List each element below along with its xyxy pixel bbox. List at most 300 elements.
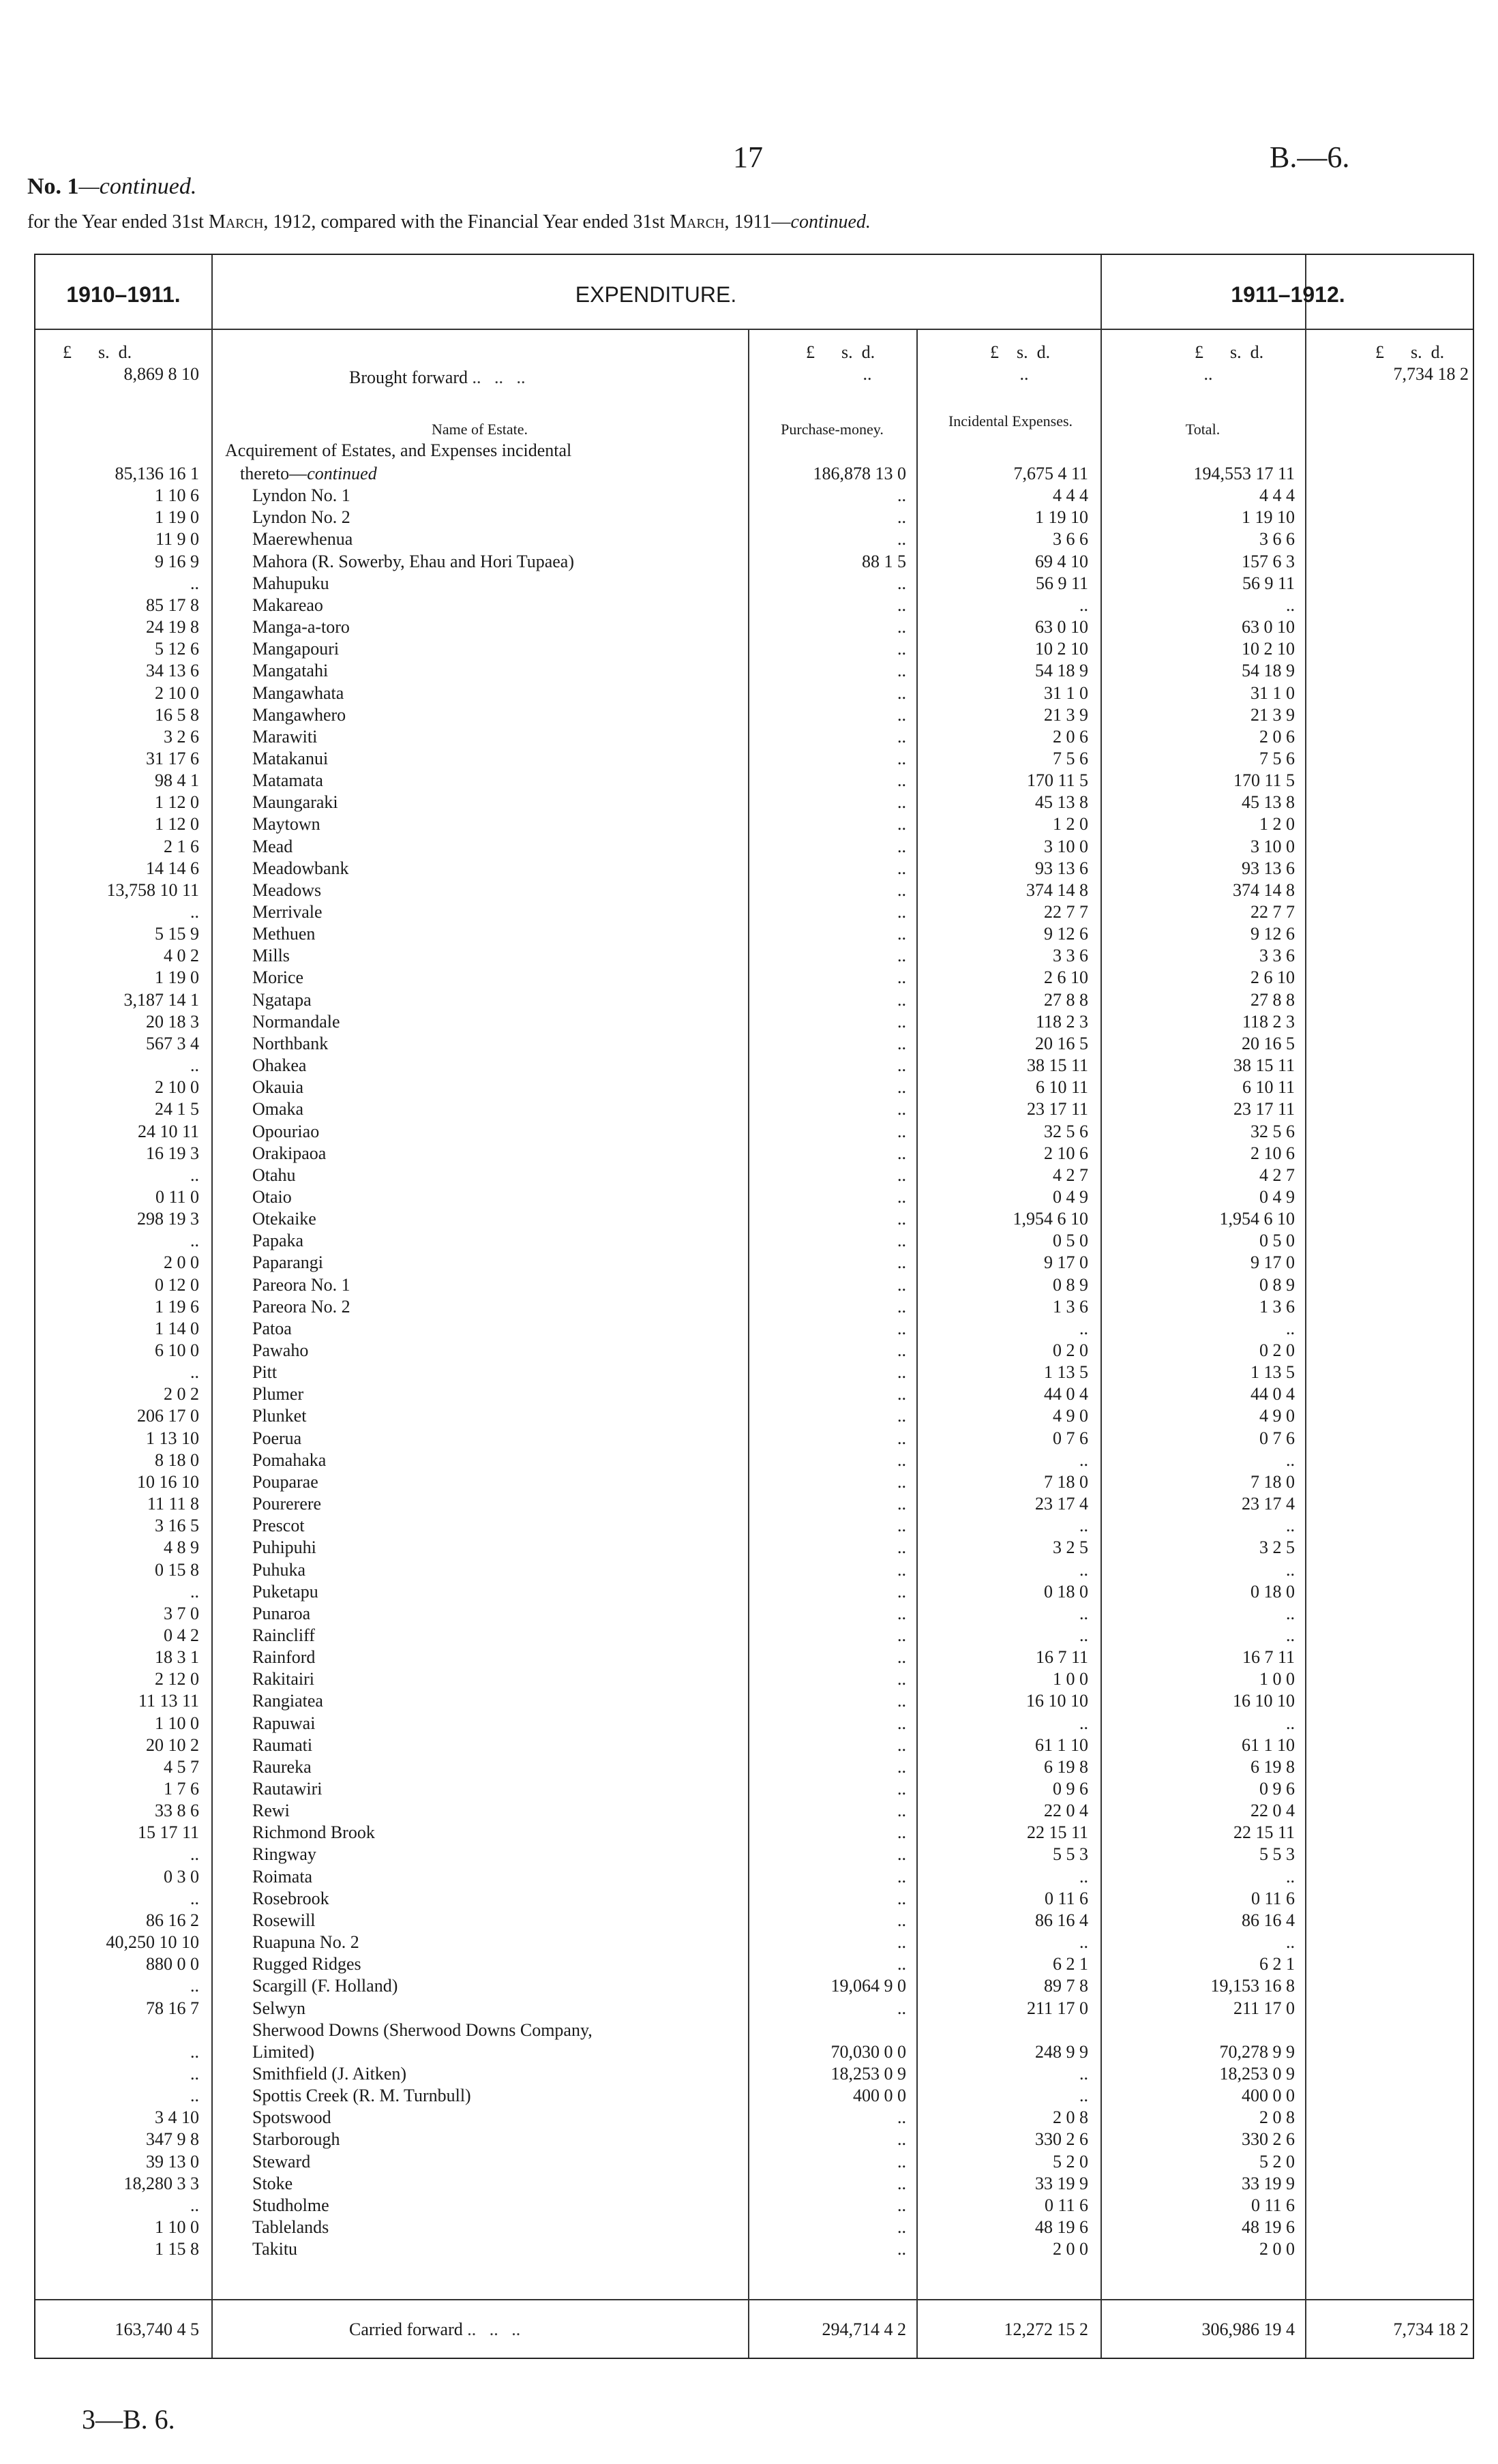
cell-total: 93 13 6 bbox=[1242, 858, 1295, 878]
estate-name: Mahora (R. Sowerby, Ehau and Hori Tupaea) bbox=[252, 551, 574, 571]
cell-purchase: .. bbox=[897, 507, 906, 528]
cell-prev: 13,758 10 11 bbox=[106, 880, 199, 900]
cell-total: 6 2 1 bbox=[1259, 1954, 1295, 1974]
cell-prev: 4 5 7 bbox=[164, 1756, 199, 1777]
cell-total: 22 0 4 bbox=[1250, 1801, 1295, 1821]
table-row bbox=[35, 1055, 1473, 1076]
cell-purchase: .. bbox=[897, 792, 906, 813]
cell-total: 5 5 3 bbox=[1259, 1844, 1295, 1865]
table-row bbox=[35, 990, 1473, 1010]
table-row bbox=[35, 1077, 1473, 1098]
cell-prev: 86 16 2 bbox=[146, 1910, 199, 1930]
table-row bbox=[35, 2020, 1473, 2041]
cell-purchase: .. bbox=[897, 1186, 906, 1207]
cell-prev: .. bbox=[190, 1844, 199, 1865]
cell-total: 44 0 4 bbox=[1250, 1384, 1295, 1404]
cell-incidental: 0 9 6 bbox=[1053, 1779, 1088, 1799]
cell-total: 0 8 9 bbox=[1259, 1274, 1295, 1295]
cell-incidental: 118 2 3 bbox=[1035, 1011, 1088, 1032]
table-row bbox=[35, 1932, 1473, 1953]
heading-year-curr: 1911–1912. bbox=[1231, 282, 1345, 307]
cell-total: 0 11 6 bbox=[1250, 2195, 1295, 2215]
carried-forward-prev: 163,740 4 5 bbox=[115, 2319, 199, 2339]
cell-incidental: 1 2 0 bbox=[1053, 814, 1088, 835]
cell-total: .. bbox=[1286, 1932, 1295, 1953]
cell-incidental: 20 16 5 bbox=[1035, 1033, 1088, 1053]
estate-name: Papaka bbox=[252, 1231, 304, 1251]
cell-total: .. bbox=[1286, 1516, 1295, 1536]
cell-incidental: 27 8 8 bbox=[1044, 989, 1088, 1010]
cell-incidental: 54 18 9 bbox=[1035, 661, 1088, 681]
table-row bbox=[35, 1604, 1473, 1624]
cell-purchase: .. bbox=[897, 1231, 906, 1251]
table-row bbox=[35, 1406, 1473, 1426]
estate-name: Mangawhata bbox=[252, 682, 344, 703]
cell-prev: 78 16 7 bbox=[146, 1998, 199, 2018]
cell-incidental: 22 15 11 bbox=[1026, 1822, 1088, 1843]
cell-purchase: .. bbox=[897, 2173, 906, 2193]
estate-name: Mahupuku bbox=[252, 573, 329, 593]
cell-incidental: 22 7 7 bbox=[1044, 902, 1088, 922]
table-row bbox=[35, 661, 1473, 681]
cell-prev: 1 19 6 bbox=[155, 1296, 199, 1317]
cell-total: 2 0 6 bbox=[1259, 726, 1295, 747]
cell-prev: 1 19 0 bbox=[155, 967, 199, 988]
cell-total: 86 16 4 bbox=[1242, 1910, 1295, 1930]
cell-incidental: .. bbox=[1079, 1866, 1088, 1887]
cell-purchase: .. bbox=[897, 1910, 906, 1930]
cell-purchase: 19,064 9 0 bbox=[830, 1976, 906, 1996]
cell-purchase: .. bbox=[897, 1647, 906, 1668]
cell-prev: .. bbox=[190, 2195, 199, 2215]
cell-prev: 2 0 2 bbox=[164, 1384, 199, 1404]
cell-prev: 3 7 0 bbox=[164, 1603, 199, 1623]
estate-name: Merrivale bbox=[252, 902, 323, 922]
cell-total: 19,153 16 8 bbox=[1210, 1976, 1295, 1996]
heading-name-of-estate: Name of Estate. bbox=[431, 421, 528, 438]
cell-incidental: 22 0 4 bbox=[1044, 1801, 1088, 1821]
cell-incidental: 69 4 10 bbox=[1035, 551, 1088, 571]
cell-incidental: 6 19 8 bbox=[1044, 1756, 1088, 1777]
cell-total: 170 11 5 bbox=[1233, 770, 1295, 791]
heading-total: Total. bbox=[1185, 421, 1220, 438]
cell-prev: 347 9 8 bbox=[146, 2129, 199, 2150]
cell-purchase: .. bbox=[897, 1756, 906, 1777]
cell-purchase: .. bbox=[897, 880, 906, 900]
cell-purchase: 400 0 0 bbox=[853, 2086, 906, 2106]
estate-name: Puhuka bbox=[252, 1559, 305, 1580]
brought-forward-year-total: 7,734 18 2 bbox=[1393, 364, 1469, 384]
estate-name: Ngatapa bbox=[252, 989, 312, 1010]
cell-prev: 16 5 8 bbox=[155, 704, 199, 725]
cell-prev: 40,250 10 10 bbox=[106, 1932, 199, 1953]
cell-total: 20 16 5 bbox=[1242, 1033, 1295, 1053]
estate-name: Matamata bbox=[252, 770, 323, 791]
brought-forward-prev: 8,869 8 10 bbox=[123, 364, 199, 384]
cell-total: .. bbox=[1286, 1449, 1295, 1470]
cell-total: 33 19 9 bbox=[1242, 2173, 1295, 2193]
cell-prev: 33 8 6 bbox=[155, 1801, 199, 1821]
cell-prev: 85,136 16 1 bbox=[115, 464, 199, 483]
cell-incidental: 1 3 6 bbox=[1053, 1296, 1088, 1317]
cell-incidental: 0 8 9 bbox=[1053, 1274, 1088, 1295]
heading-expenditure: EXPENDITURE. bbox=[575, 282, 737, 307]
cell-total: 1 3 6 bbox=[1259, 1296, 1295, 1317]
table-row bbox=[35, 1910, 1473, 1931]
carried-forward-incidental: 12,272 15 2 bbox=[1004, 2319, 1088, 2339]
cell-incidental: .. bbox=[1079, 595, 1088, 615]
cell-total: 27 8 8 bbox=[1250, 989, 1295, 1010]
cell-incidental: 4 9 0 bbox=[1053, 1406, 1088, 1426]
estate-name: Poerua bbox=[252, 1428, 302, 1448]
cell-total: 211 17 0 bbox=[1233, 1998, 1295, 2018]
pence-sign: d. bbox=[861, 342, 875, 362]
table-row bbox=[35, 2107, 1473, 2128]
cell-purchase: .. bbox=[897, 2151, 906, 2172]
cell-purchase: .. bbox=[897, 1866, 906, 1887]
table-row bbox=[35, 1099, 1473, 1120]
cell-prev: .. bbox=[190, 1362, 199, 1383]
table-row bbox=[35, 2217, 1473, 2238]
cell-incidental: 3 6 6 bbox=[1053, 529, 1088, 550]
shilling-sign: s. bbox=[841, 342, 853, 362]
pence-sign: d. bbox=[118, 342, 132, 362]
cell-prev: 34 13 6 bbox=[146, 661, 199, 681]
table-row bbox=[35, 1560, 1473, 1580]
cell-total: 9 17 0 bbox=[1250, 1252, 1295, 1273]
cell-incidental: 7,675 4 11 bbox=[1013, 464, 1088, 483]
cell-purchase: .. bbox=[897, 858, 906, 878]
cell-purchase: .. bbox=[897, 748, 906, 768]
brought-forward-incidental: .. bbox=[1019, 364, 1029, 384]
estate-name: Matakanui bbox=[252, 748, 329, 768]
pence-sign: d. bbox=[1430, 342, 1445, 362]
estate-name: Mills bbox=[252, 946, 290, 966]
cell-incidental: .. bbox=[1079, 1932, 1088, 1953]
estate-name: Plunket bbox=[252, 1406, 307, 1426]
cell-prev: 5 15 9 bbox=[155, 924, 199, 944]
cell-incidental: .. bbox=[1079, 1559, 1088, 1580]
cell-total: 4 2 7 bbox=[1259, 1165, 1295, 1185]
cell-purchase: .. bbox=[897, 2129, 906, 2150]
cell-prev: 4 0 2 bbox=[164, 946, 199, 966]
estate-name: Rautawiri bbox=[252, 1779, 323, 1799]
cell-purchase: .. bbox=[897, 1822, 906, 1843]
cell-incidental: .. bbox=[1079, 1603, 1088, 1623]
cell-total: .. bbox=[1286, 1559, 1295, 1580]
cell-total: 21 3 9 bbox=[1250, 704, 1295, 725]
cell-prev: .. bbox=[190, 2041, 199, 2062]
cell-prev: 4 8 9 bbox=[164, 1537, 199, 1558]
cell-total: 9 12 6 bbox=[1250, 924, 1295, 944]
cell-prev: .. bbox=[190, 902, 199, 922]
cell-purchase: .. bbox=[897, 1625, 906, 1645]
cell-incidental: 170 11 5 bbox=[1026, 770, 1088, 791]
heading-year-prev: 1910–1911. bbox=[66, 282, 181, 307]
table-row bbox=[35, 1647, 1473, 1668]
cell-total: 0 2 0 bbox=[1259, 1340, 1295, 1360]
cell-prev: 298 19 3 bbox=[137, 1209, 199, 1229]
page-subtitle bbox=[27, 211, 871, 233]
cell-total: 56 9 11 bbox=[1242, 573, 1295, 593]
cell-purchase: .. bbox=[897, 1099, 906, 1120]
estate-name: Maungaraki bbox=[252, 792, 338, 813]
cell-incidental: 0 4 9 bbox=[1053, 1186, 1088, 1207]
pence-sign: d. bbox=[1250, 342, 1264, 362]
estate-name: Sherwood Downs (Sherwood Downs Company, bbox=[252, 2019, 593, 2040]
subtitle-part-b: , 1912, compared with the Financial Year ended 31st bbox=[263, 211, 670, 232]
cell-prev: 15 17 11 bbox=[137, 1822, 199, 1843]
cell-total: 54 18 9 bbox=[1242, 661, 1295, 681]
cell-purchase: .. bbox=[897, 770, 906, 791]
cell-incidental: 9 12 6 bbox=[1044, 924, 1088, 944]
cell-incidental: 23 17 4 bbox=[1035, 1494, 1088, 1514]
cell-total: 3 10 0 bbox=[1250, 836, 1295, 856]
cell-purchase: .. bbox=[897, 836, 906, 856]
cell-prev: 1 12 0 bbox=[155, 814, 199, 835]
cell-purchase: 88 1 5 bbox=[862, 551, 906, 571]
table-row bbox=[35, 1231, 1473, 1251]
table-row bbox=[35, 2239, 1473, 2259]
cell-purchase: .. bbox=[897, 924, 906, 944]
cell-purchase: .. bbox=[897, 573, 906, 593]
cell-prev: 14 14 6 bbox=[146, 858, 199, 878]
table-row bbox=[35, 749, 1473, 769]
cell-incidental: 2 10 6 bbox=[1044, 1143, 1088, 1163]
table-row bbox=[35, 770, 1473, 791]
table-row bbox=[35, 837, 1473, 857]
table-row bbox=[35, 2195, 1473, 2216]
cell-incidental: 3 10 0 bbox=[1044, 836, 1088, 856]
cell-purchase: .. bbox=[897, 1471, 906, 1492]
table-row bbox=[35, 1012, 1473, 1032]
pence-sign: d. bbox=[1036, 342, 1051, 362]
cell-prev: 6 10 0 bbox=[155, 1340, 199, 1360]
estate-name: Morice bbox=[252, 967, 304, 988]
cell-total: 38 15 11 bbox=[1233, 1055, 1295, 1076]
estate-name: Selwyn bbox=[252, 1998, 305, 2018]
pound-sign: £ bbox=[990, 342, 999, 362]
cell-prev: 31 17 6 bbox=[146, 748, 199, 768]
cell-incidental: 2 6 10 bbox=[1044, 967, 1088, 988]
cell-total: 10 2 10 bbox=[1242, 639, 1295, 659]
doc-no: No. 1 bbox=[27, 174, 79, 199]
cell-total: 1 19 10 bbox=[1242, 507, 1295, 528]
cell-incidental: 7 18 0 bbox=[1044, 1471, 1088, 1492]
cell-total: 70,278 9 9 bbox=[1219, 2041, 1295, 2062]
cell-incidental: 1 0 0 bbox=[1053, 1669, 1088, 1689]
estate-name: Tablelands bbox=[252, 2217, 329, 2237]
cell-total: 0 11 6 bbox=[1250, 1888, 1295, 1908]
table-row bbox=[35, 1450, 1473, 1471]
cell-total: 194,553 17 11 bbox=[1193, 464, 1295, 483]
doc-continued: —continued. bbox=[78, 174, 197, 199]
cell-purchase: .. bbox=[897, 2239, 906, 2259]
cell-total: 6 10 11 bbox=[1242, 1077, 1295, 1098]
cell-purchase: .. bbox=[897, 1209, 906, 1229]
table-row bbox=[35, 2042, 1473, 2062]
table-row bbox=[35, 683, 1473, 704]
cell-purchase: 70,030 0 0 bbox=[830, 2041, 906, 2062]
estate-name: Limited) bbox=[252, 2041, 314, 2062]
table-row bbox=[35, 1691, 1473, 1711]
cell-total: 22 15 11 bbox=[1233, 1822, 1295, 1843]
table-row bbox=[35, 1187, 1473, 1207]
estate-name: Rakitairi bbox=[252, 1669, 314, 1689]
cell-total: 45 13 8 bbox=[1242, 792, 1295, 813]
estate-name: Ruapuna No. 2 bbox=[252, 1932, 359, 1953]
cell-total: 7 5 6 bbox=[1259, 748, 1295, 768]
estate-name: Methuen bbox=[252, 924, 316, 944]
estate-name: Pomahaka bbox=[252, 1449, 327, 1470]
cell-prev: 11 11 8 bbox=[147, 1494, 199, 1514]
estate-name: Ringway bbox=[252, 1844, 316, 1865]
table-row bbox=[35, 1472, 1473, 1492]
table-row bbox=[35, 1143, 1473, 1164]
table-row bbox=[35, 1209, 1473, 1229]
table-row bbox=[35, 617, 1473, 637]
cell-prev: 1 7 6 bbox=[164, 1779, 199, 1799]
cell-total: 7 18 0 bbox=[1250, 1471, 1295, 1492]
cell-incidental: 248 9 9 bbox=[1035, 2041, 1088, 2062]
cell-total: .. bbox=[1286, 595, 1295, 615]
cell-purchase: .. bbox=[897, 902, 906, 922]
cell-incidental: 2 0 8 bbox=[1053, 2107, 1088, 2128]
cell-incidental: 4 2 7 bbox=[1053, 1165, 1088, 1185]
shilling-sign: s. bbox=[1017, 342, 1028, 362]
cell-prev: 24 19 8 bbox=[146, 617, 199, 637]
cell-prev: 0 12 0 bbox=[155, 1274, 199, 1295]
cell-total: 23 17 11 bbox=[1233, 1099, 1295, 1120]
cell-incidental: 21 3 9 bbox=[1044, 704, 1088, 725]
cell-total: 16 10 10 bbox=[1233, 1691, 1295, 1711]
cell-purchase: .. bbox=[897, 726, 906, 747]
table-row bbox=[35, 880, 1473, 901]
cell-total: 5 2 0 bbox=[1259, 2151, 1295, 2172]
estate-name: Maytown bbox=[252, 814, 320, 835]
estate-name: Patoa bbox=[252, 1318, 292, 1338]
estate-name: Rewi bbox=[252, 1801, 290, 1821]
heading-incidental-expenses: Incidental Expenses. bbox=[948, 412, 1073, 430]
table-row bbox=[35, 924, 1473, 944]
cell-incidental: .. bbox=[1079, 1625, 1088, 1645]
cell-purchase: .. bbox=[897, 1559, 906, 1580]
pound-sign: £ bbox=[806, 342, 815, 362]
estate-name: thereto—continued bbox=[240, 464, 377, 483]
cell-purchase: .. bbox=[897, 1165, 906, 1185]
cell-incidental: 56 9 11 bbox=[1035, 573, 1088, 593]
subtitle-part-c: , 1911— bbox=[724, 211, 791, 232]
table-row bbox=[35, 573, 1473, 594]
cell-prev: 0 11 0 bbox=[155, 1186, 199, 1207]
cell-prev: 1 13 10 bbox=[146, 1428, 199, 1448]
cell-purchase: .. bbox=[897, 1844, 906, 1865]
cell-purchase: .. bbox=[897, 1318, 906, 1338]
cell-total: 2 0 8 bbox=[1259, 2107, 1295, 2128]
estate-name: Mangapouri bbox=[252, 639, 340, 659]
cell-incidental: 5 5 3 bbox=[1053, 1844, 1088, 1865]
brought-forward-purchase: .. bbox=[863, 364, 872, 384]
table-row bbox=[35, 464, 1473, 484]
carried-forward-purchase: 294,714 4 2 bbox=[822, 2319, 906, 2339]
cell-purchase: .. bbox=[897, 1494, 906, 1514]
cell-total: 1 13 5 bbox=[1250, 1362, 1295, 1383]
estate-name: Puketapu bbox=[252, 1581, 318, 1602]
table-row bbox=[35, 946, 1473, 966]
table-row bbox=[35, 1428, 1473, 1449]
cell-purchase: .. bbox=[897, 1516, 906, 1536]
cell-total: 0 5 0 bbox=[1259, 1231, 1295, 1251]
table-row bbox=[35, 1319, 1473, 1339]
table-row bbox=[35, 727, 1473, 747]
estate-name: Pareora No. 1 bbox=[252, 1274, 350, 1295]
cell-incidental: .. bbox=[1079, 2063, 1088, 2084]
cell-total: .. bbox=[1286, 1713, 1295, 1733]
cell-total: 3 2 5 bbox=[1259, 1537, 1295, 1558]
estate-name: Lyndon No. 2 bbox=[252, 507, 350, 528]
table-row bbox=[35, 1275, 1473, 1295]
estate-name: Spotswood bbox=[252, 2107, 331, 2128]
cell-incidental: 45 13 8 bbox=[1035, 792, 1088, 813]
cell-incidental: 93 13 6 bbox=[1035, 858, 1088, 878]
cell-purchase: .. bbox=[897, 1713, 906, 1733]
pound-sign: £ bbox=[1375, 342, 1384, 362]
table-row bbox=[35, 1822, 1473, 1843]
estate-name: Pitt bbox=[252, 1362, 278, 1383]
cell-purchase: .. bbox=[897, 1449, 906, 1470]
cell-incidental: 1 19 10 bbox=[1035, 507, 1088, 528]
cell-incidental: 0 2 0 bbox=[1053, 1340, 1088, 1360]
estate-name: Stoke bbox=[252, 2173, 293, 2193]
estate-name: Manga-a-toro bbox=[252, 617, 350, 637]
cell-purchase: .. bbox=[897, 1274, 906, 1295]
shilling-sign: s. bbox=[1230, 342, 1242, 362]
estate-name: Raureka bbox=[252, 1756, 312, 1777]
cell-incidental: 86 16 4 bbox=[1035, 1910, 1088, 1930]
cell-prev: .. bbox=[190, 1231, 199, 1251]
cell-incidental: 48 19 6 bbox=[1035, 2217, 1088, 2237]
cell-incidental: .. bbox=[1079, 1516, 1088, 1536]
cell-incidental: 0 11 6 bbox=[1044, 2195, 1088, 2215]
cell-incidental: 6 10 11 bbox=[1035, 1077, 1088, 1098]
cell-purchase: .. bbox=[897, 989, 906, 1010]
table-row bbox=[35, 507, 1473, 528]
carried-forward-text: Carried forward bbox=[349, 2319, 463, 2339]
footer-reference: 3—B. 6. bbox=[82, 2404, 175, 2435]
cell-incidental: 63 0 10 bbox=[1035, 617, 1088, 637]
cell-purchase: .. bbox=[897, 704, 906, 725]
estate-name: Marawiti bbox=[252, 726, 318, 747]
table-row bbox=[35, 1889, 1473, 1909]
cell-incidental: 1,954 6 10 bbox=[1013, 1209, 1088, 1229]
estate-name: Raumati bbox=[252, 1734, 313, 1755]
estate-name: Puhipuhi bbox=[252, 1537, 316, 1558]
cell-total: 2 10 6 bbox=[1250, 1143, 1295, 1163]
cell-total: 0 7 6 bbox=[1259, 1428, 1295, 1448]
estate-name: Orakipaoa bbox=[252, 1143, 327, 1163]
table-row bbox=[35, 529, 1473, 550]
cell-prev: .. bbox=[190, 1581, 199, 1602]
document-reference: B.—6. bbox=[1270, 140, 1350, 174]
cell-incidental: .. bbox=[1079, 1449, 1088, 1470]
document-number bbox=[27, 174, 196, 200]
estate-name: Northbank bbox=[252, 1033, 329, 1053]
table-row bbox=[35, 1122, 1473, 1142]
estate-name: Maerewhenua bbox=[252, 529, 353, 550]
estate-name: Makareao bbox=[252, 595, 323, 615]
cell-incidental: 4 4 4 bbox=[1053, 485, 1088, 506]
cell-prev: 16 19 3 bbox=[146, 1143, 199, 1163]
